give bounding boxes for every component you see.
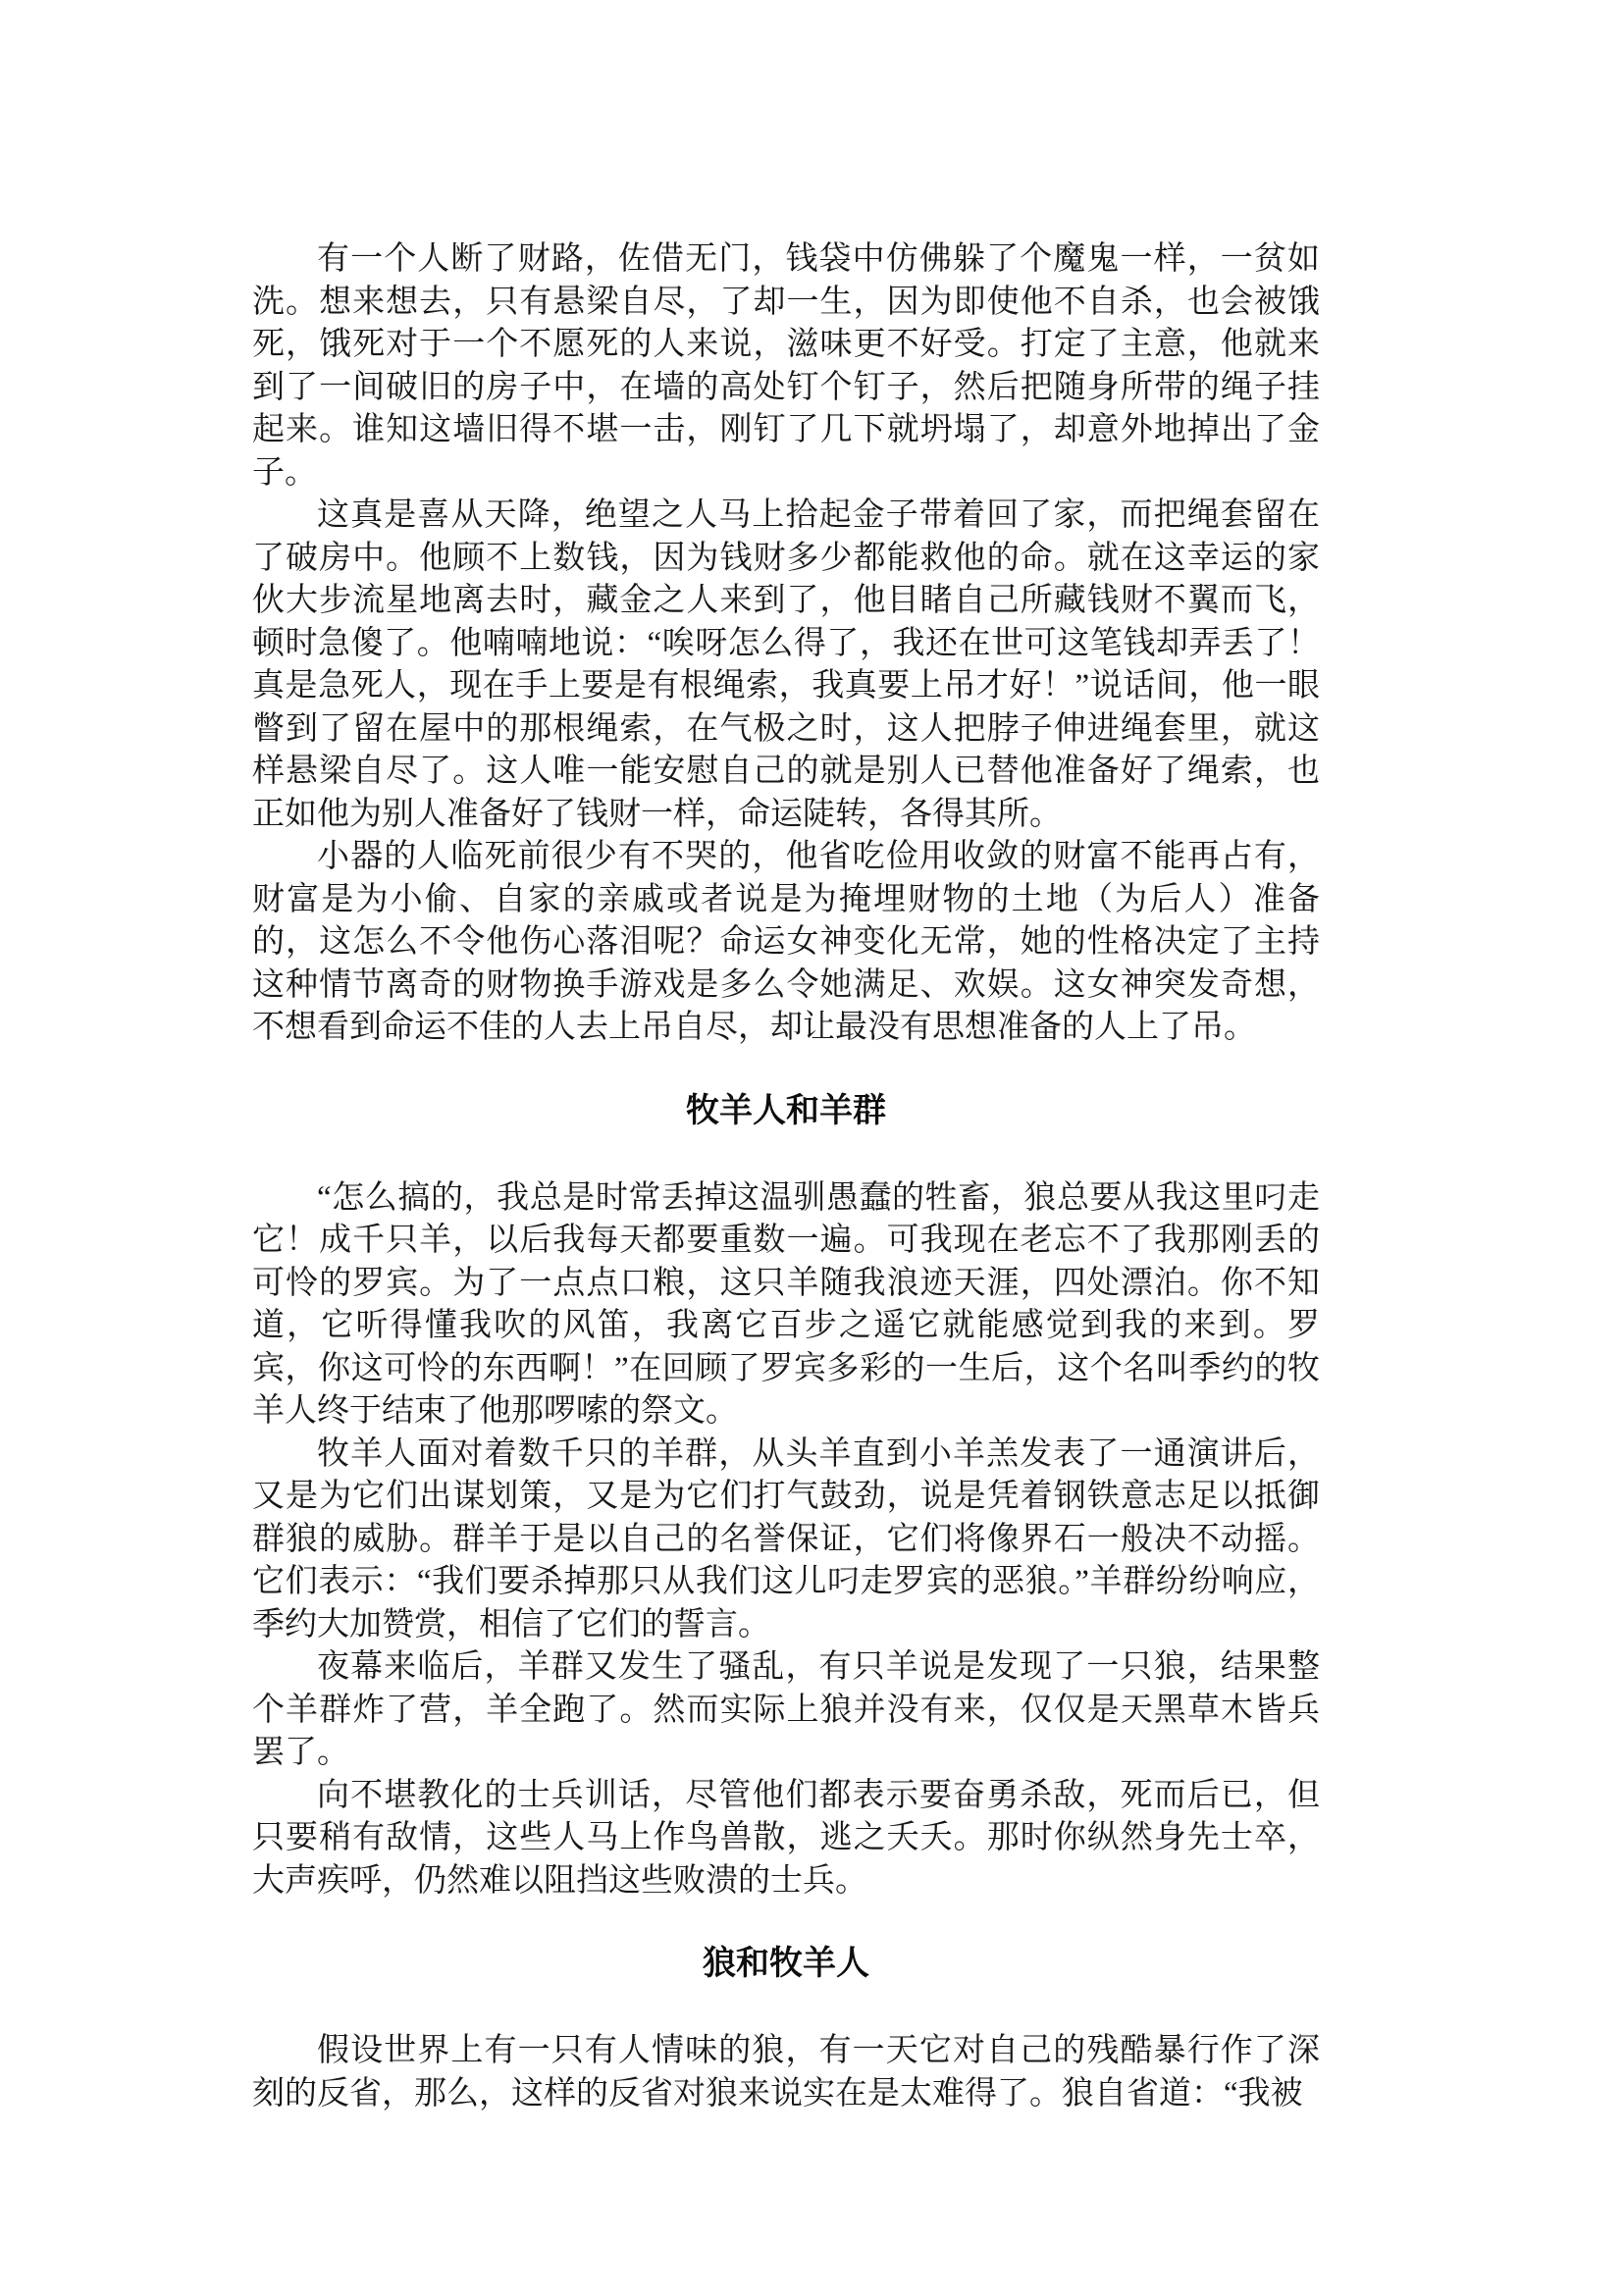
body-paragraph: “怎么搞的，我总是时常丢掉这温驯愚蠢的牲畜，狼总要从我这里叼走它！成千只羊，以后我每天都要重数一遍。可我现在老忘不了我那刚丢的可怜的罗宾。为了一点点口粮，这只羊随我浪迹天涯，四处漂泊。你不知道，它听得懂我吹的风笛，我离它百步之遥它就能感觉到我的来到。罗宾，你这可怜的东西啊！”在回顾了罗宾多彩的一生后，这个名叫季约的牧羊人终于结束了他那啰嗦的祭文。 (252, 1179, 1320, 1429)
body-paragraph: 假设世界上有一只有人情味的狼，有一天它对自己的残酷暴行作了深刻的反省，那么，这样的反省对狼来说实在是太难得了。狼自省道：“我被 (252, 2033, 1320, 2112)
section-heading-wolf-and-shepherds: 狼和牧羊人 (703, 1945, 869, 1982)
body-paragraph: 有一个人断了财路，佐借无门，钱袋中仿佛躲了个魔鬼一样，一贫如洗。想来想去，只有悬梁自尽，了却一生，因为即使他不自杀，也会被饿死，饿死对于一个不愿死的人来说，滋味更不好受。打定了主意，他就来到了一间破旧的房子中，在墙的高处钉个钉子，然后把随身所带的绳子挂起来。谁知这墙旧得不堪一击，刚钉了几下就坍塌了，却意外地掉出了金子。 (252, 241, 1320, 491)
body-paragraph: 这真是喜从天降，绝望之人马上拾起金子带着回了家，而把绳套留在了破房中。他顾不上数钱，因为钱财多少都能救他的命。就在这幸运的家伙大步流星地离去时，藏金之人来到了，他目睹自己所藏钱财不翼而飞，顿时急傻了。他喃喃地说：“唉呀怎么得了，我还在世可这笔钱却弄丢了！真是急死人，现在手上要是有根绳索，我真要上吊才好！”说话间，他一眼瞥到了留在屋中的那根绳索，在气极之时，这人把脖子伸进绳套里，就这样悬梁自尽了。这人唯一能安慰自己的就是别人已替他准备好了绳索，也正如他为别人准备好了钱财一样，命运陡转，各得其所。 (252, 497, 1320, 832)
body-paragraph: 向不堪教化的士兵训话，尽管他们都表示要奋勇杀敌，死而后已，但只要稍有敌情，这些人马上作鸟兽散，逃之夭夭。那时你纵然身先士卒，大声疾呼，仍然难以阻挡这些败溃的士兵。 (252, 1777, 1320, 1899)
body-paragraph: 牧羊人面对着数千只的羊群，从头羊直到小羊羔发表了一通演讲后，又是为它们出谋划策，又是为它们打气鼓劲，说是凭着钢铁意志足以抵御群狼的威胁。群羊于是以自己的名誉保证，它们将像界石一般决不动摇。它们表示：“我们要杀掉那只从我们这儿叼走罗宾的恶狼。”羊群纷纷响应，季约大加赞赏，相信了它们的誓言。 (252, 1435, 1320, 1642)
body-paragraph: 夜幕来临后，羊群又发生了骚乱，有只羊说是发现了一只狼，结果整个羊群炸了营，羊全跑了。然而实际上狼并没有来，仅仅是天黑草木皆兵罢了。 (252, 1649, 1320, 1770)
page-text-block (252, 238, 1320, 2115)
body-paragraph: 小器的人临死前很少有不哭的，他省吃俭用收敛的财富不能再占有，财富是为小偷、自家的亲戚或者说是为掩埋财物的土地（为后人）准备的，这怎么不令他伤心落泪呢？命运女神变化无常，她的性格决定了主持这种情节离奇的财物换手游戏是多么令她满足、欢娱。这女神突发奇想，不想看到命运不佳的人去上吊自尽，却让最没有思想准备的人上了吊。 (252, 839, 1320, 1045)
section-heading-shepherd-and-flock: 牧羊人和羊群 (686, 1091, 886, 1129)
